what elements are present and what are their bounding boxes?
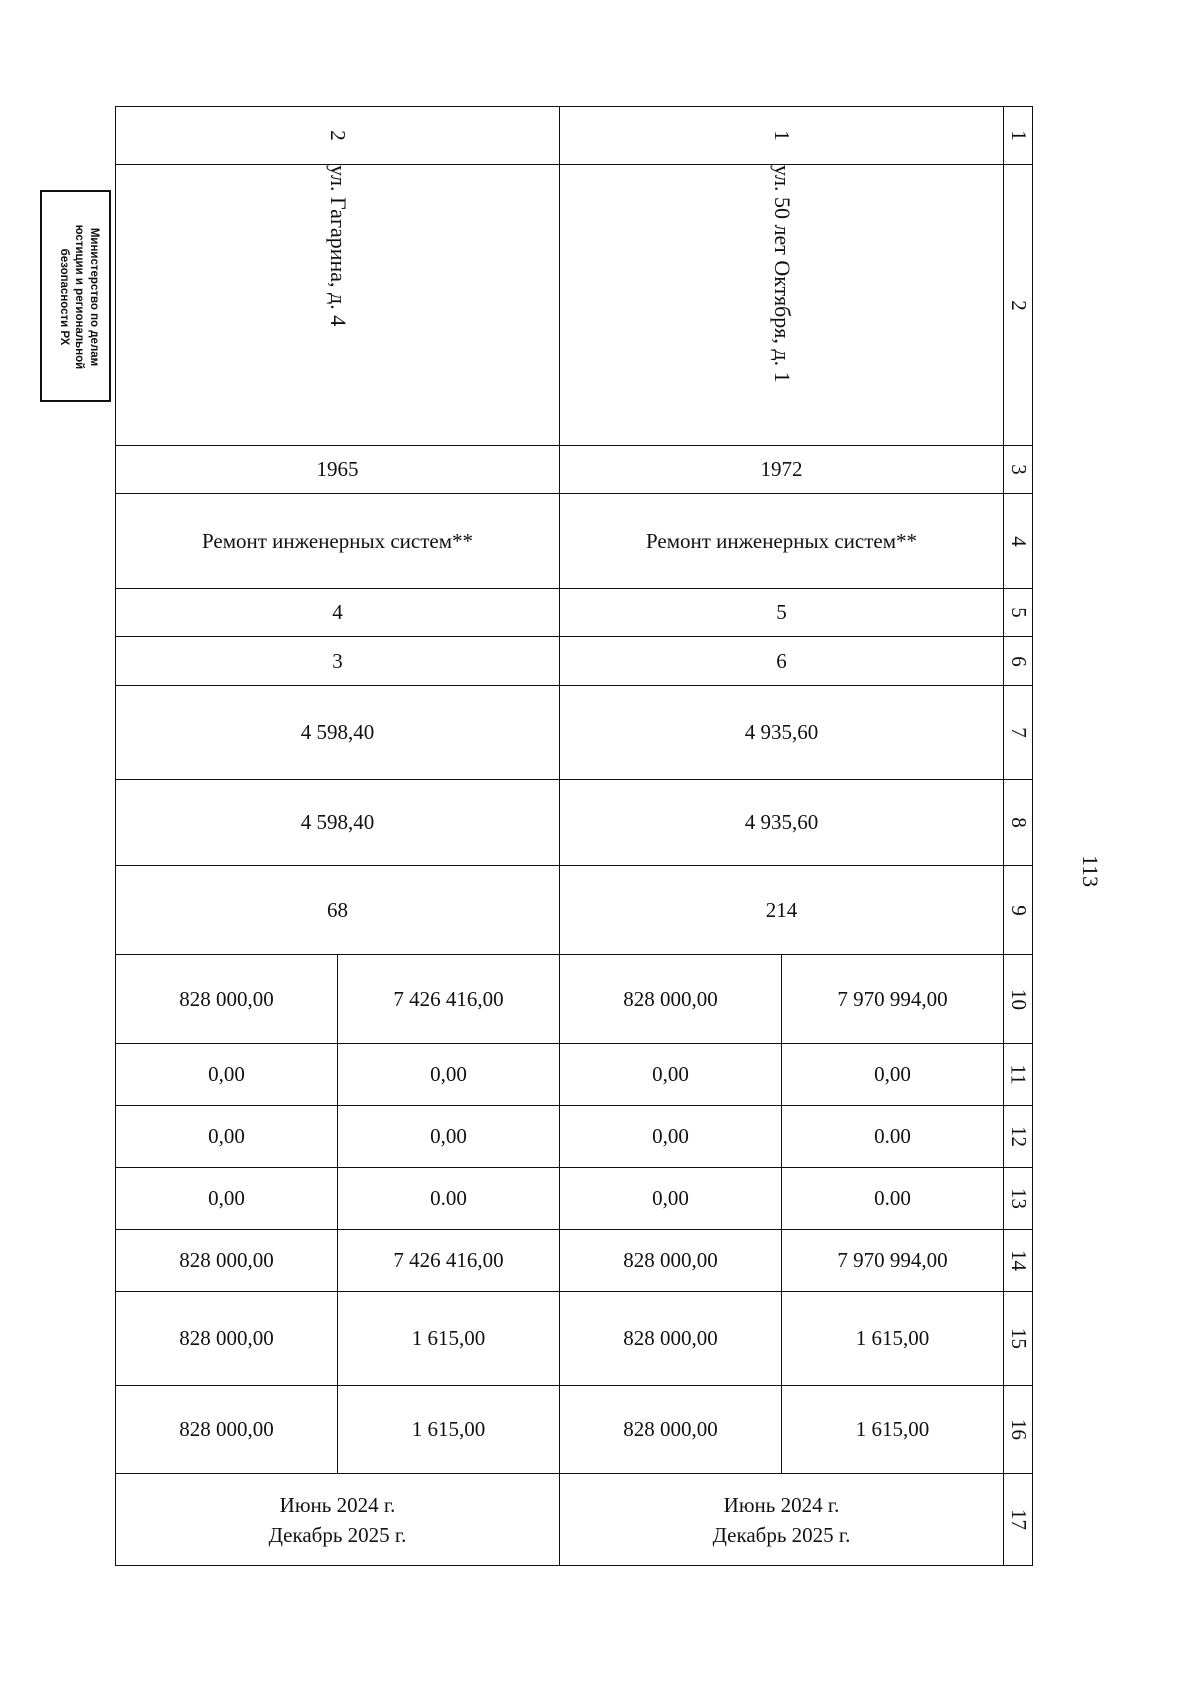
table-row [116,1474,1033,1566]
table-row [116,686,1033,780]
table-row [116,1168,1033,1230]
term-start: Июнь 2024 г. [723,1492,840,1517]
row-number: 14 [1004,1230,1033,1292]
value-cell: 4 598,40 [116,780,560,866]
value-cell: 0,00 [782,1044,1004,1106]
row-number: 1 [1004,107,1033,165]
table-row [116,1044,1033,1106]
value-cell: 828 000,00 [560,1386,782,1474]
address-text: ул. Гагарина, д. 4 [325,165,351,327]
value-cell: 4 935,60 [560,780,1004,866]
value-cell: 4 [116,589,560,637]
row-number: 9 [1004,866,1033,955]
value-cell: 1 615,00 [782,1386,1004,1474]
table-row [116,1292,1033,1386]
address-text: ул. 50 лет Октября, д. 1 [769,165,795,383]
value-cell: 828 000,00 [560,955,782,1044]
table-row [116,955,1033,1044]
page-number: 113 [1078,855,1103,888]
row-number: 2 [1004,165,1033,446]
term-cell [560,1474,1004,1566]
value-cell: 4 935,60 [560,686,1004,780]
address-cell [560,165,1004,446]
table-row [116,1106,1033,1168]
year-cell: 1965 [116,446,560,494]
house-number-cell: 1 [560,107,1004,165]
value-cell: 828 000,00 [116,1292,338,1386]
row-number: 17 [1004,1474,1033,1566]
value-cell: 0,00 [560,1106,782,1168]
value-cell: 0,00 [338,1044,560,1106]
value-cell: 828 000,00 [560,1292,782,1386]
table-row [116,780,1033,866]
value-cell: 0,00 [116,1106,338,1168]
value-cell: 7 970 994,00 [782,1230,1004,1292]
table-row [116,494,1033,589]
value-cell: 3 [116,637,560,686]
value-cell: 0,00 [116,1044,338,1106]
row-number: 10 [1004,955,1033,1044]
stamp-line: Министерство по делам [88,227,100,367]
table-row [116,165,1033,446]
table-row [116,446,1033,494]
row-number: 8 [1004,780,1033,866]
table-row [116,1230,1033,1292]
stamp-line: безопасности РХ [58,248,70,346]
value-cell: 0,00 [116,1168,338,1230]
row-number: 13 [1004,1168,1033,1230]
row-number: 3 [1004,446,1033,494]
row-number: 6 [1004,637,1033,686]
work-type-cell: Ремонт инженерных систем** [116,494,560,589]
table-row [116,1386,1033,1474]
work-type-cell: Ремонт инженерных систем** [560,494,1004,589]
value-cell: 7 426 416,00 [338,955,560,1044]
value-cell: 68 [116,866,560,955]
house-number-cell: 2 [116,107,560,165]
row-number: 5 [1004,589,1033,637]
value-cell: 1 615,00 [782,1292,1004,1386]
term-end: Декабрь 2025 г. [268,1522,407,1547]
value-cell: 0.00 [782,1106,1004,1168]
row-number: 12 [1004,1106,1033,1168]
row-number: 11 [1004,1044,1033,1106]
value-cell: 1 615,00 [338,1292,560,1386]
value-cell: 5 [560,589,1004,637]
value-cell: 0.00 [782,1168,1004,1230]
value-cell: 828 000,00 [560,1230,782,1292]
row-number: 4 [1004,494,1033,589]
table-row [116,637,1033,686]
value-cell: 0,00 [338,1106,560,1168]
term-start: Июнь 2024 г. [279,1492,396,1517]
table-row [116,107,1033,165]
value-cell: 0,00 [560,1168,782,1230]
value-cell: 828 000,00 [116,1386,338,1474]
term-cell [116,1474,560,1566]
address-cell [116,165,560,446]
value-cell: 6 [560,637,1004,686]
value-cell: 4 598,40 [116,686,560,780]
value-cell: 828 000,00 [116,1230,338,1292]
value-cell: 1 615,00 [338,1386,560,1474]
ministry-stamp [40,190,111,402]
year-cell: 1972 [560,446,1004,494]
table-row [116,589,1033,637]
stamp-text [44,192,113,402]
value-cell: 7 970 994,00 [782,955,1004,1044]
value-cell: 7 426 416,00 [338,1230,560,1292]
row-number: 16 [1004,1386,1033,1474]
value-cell: 214 [560,866,1004,955]
row-number: 15 [1004,1292,1033,1386]
row-number: 7 [1004,686,1033,780]
value-cell: 0,00 [560,1044,782,1106]
value-cell: 0.00 [338,1168,560,1230]
table-row [116,866,1033,955]
value-cell: 828 000,00 [116,955,338,1044]
housing-repair-table [115,106,1033,1566]
stamp-line: юстиции и региональной [73,224,85,370]
term-end: Декабрь 2025 г. [712,1522,851,1547]
